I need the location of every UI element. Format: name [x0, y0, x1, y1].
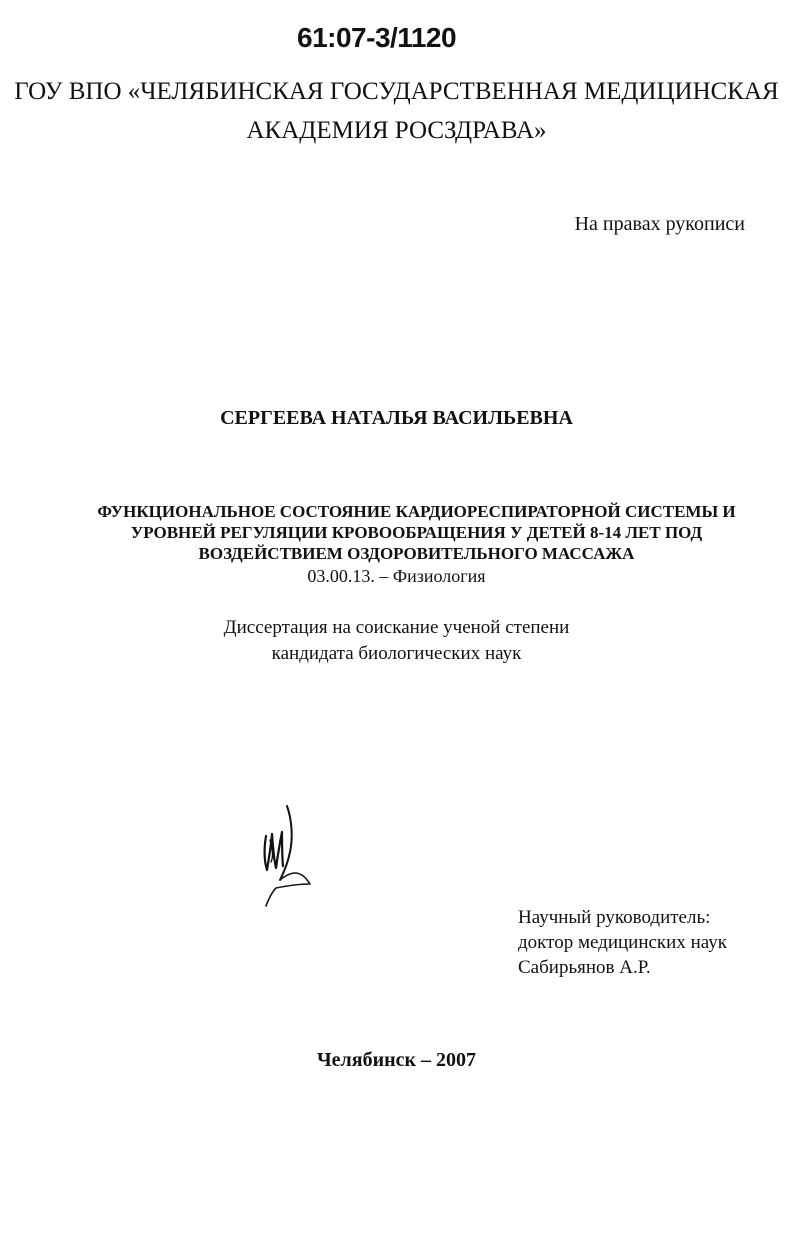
title-line-3: ВОЗДЕЙСТВИЕМ ОЗДОРОВИТЕЛЬНОГО МАССАЖА — [198, 544, 635, 563]
signature-mark — [258, 800, 318, 910]
supervisor-name: Сабирьянов А.Р. — [518, 957, 651, 978]
degree-statement — [0, 615, 793, 667]
organization-line-1: ГОУ ВПО «ЧЕЛЯБИНСКАЯ ГОСУДАРСТВЕННАЯ МЕДИЦИНСКАЯ — [14, 78, 779, 105]
title-line-1: ФУНКЦИОНАЛЬНОЕ СОСТОЯНИЕ КАРДИОРЕСПИРАТОРНОЙ СИСТЕМЫ И — [97, 502, 736, 521]
dissertation-title — [60, 501, 773, 564]
rights-notice: На правах рукописи — [574, 213, 745, 235]
supervisor-degree: доктор медицинских наук — [518, 932, 727, 953]
degree-line-2: кандидата биологических наук — [271, 643, 522, 664]
catalog-number: 61:07-3/1120 — [297, 22, 457, 53]
city-year: Челябинск – 2007 — [316, 1049, 477, 1071]
specialty-code: 03.00.13. – Физиология — [307, 566, 486, 586]
degree-line-1: Диссертация на соискание ученой степени — [223, 617, 570, 638]
supervisor-block — [518, 905, 727, 980]
author-name: СЕРГЕЕВА НАТАЛЬЯ ВАСИЛЬЕВНА — [220, 407, 573, 429]
organization-line-2: АКАДЕМИЯ РОСЗДРАВА» — [246, 117, 547, 144]
title-line-2: УРОВНЕЙ РЕГУЛЯЦИИ КРОВООБРАЩЕНИЯ У ДЕТЕЙ 8-14 ЛЕТ ПОД — [130, 523, 703, 542]
supervisor-label: Научный руководитель: — [518, 907, 711, 928]
